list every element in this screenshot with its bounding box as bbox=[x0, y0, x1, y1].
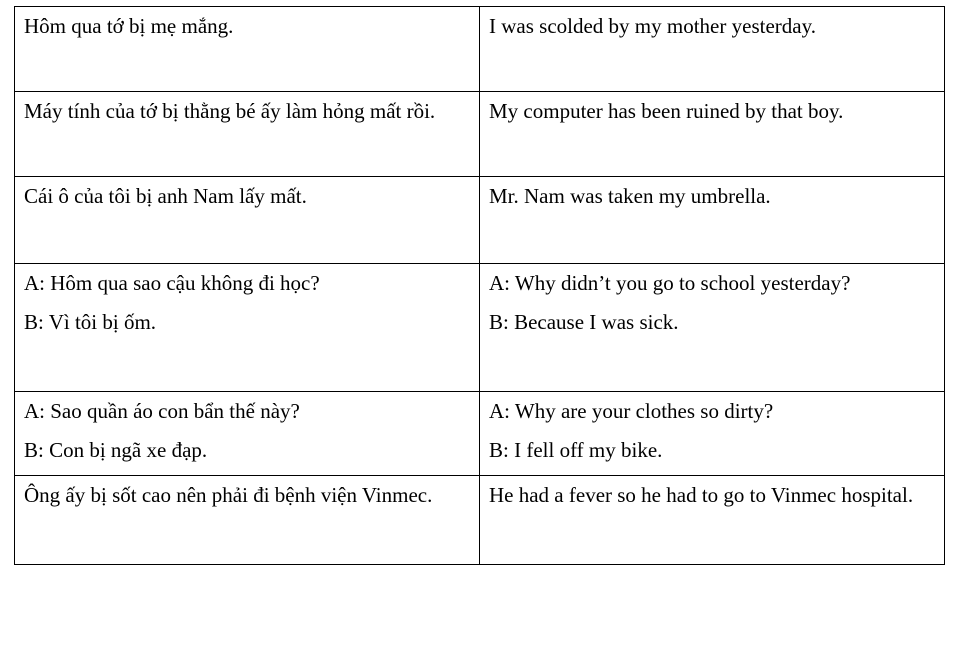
vietnamese-cell bbox=[15, 476, 480, 565]
dialogue-line-a: A: Sao quần áo con bẩn thế này? bbox=[24, 399, 300, 423]
dialogue-line-a: A: Why are your clothes so dirty? bbox=[489, 399, 774, 423]
english-cell bbox=[480, 264, 945, 392]
table-row bbox=[15, 392, 945, 476]
vietnamese-sentence: Máy tính của tớ bị thằng bé ấy làm hỏng mất rồi. bbox=[24, 99, 436, 123]
table-row bbox=[15, 92, 945, 177]
english-cell bbox=[480, 7, 945, 92]
vietnamese-sentence: Cái ô của tôi bị anh Nam lấy mất. bbox=[24, 184, 307, 208]
dialogue-line-b: B: Vì tôi bị ốm. bbox=[24, 310, 157, 334]
english-sentence: He had a fever so he had to go to Vinmec hospital. bbox=[489, 483, 914, 507]
table-row bbox=[15, 476, 945, 565]
vietnamese-sentence: Hôm qua tớ bị mẹ mắng. bbox=[24, 14, 234, 38]
dialogue-line-a: A: Why didn’t you go to school yesterday? bbox=[489, 271, 851, 295]
vietnamese-cell bbox=[15, 177, 480, 264]
english-cell bbox=[480, 476, 945, 565]
vietnamese-cell bbox=[15, 7, 480, 92]
vietnamese-cell bbox=[15, 264, 480, 392]
english-sentence: My computer has been ruined by that boy. bbox=[489, 99, 844, 123]
english-cell bbox=[480, 177, 945, 264]
dialogue-line-a: A: Hôm qua sao cậu không đi học? bbox=[24, 271, 320, 295]
english-cell bbox=[480, 392, 945, 476]
dialogue-line-b: B: Con bị ngã xe đạp. bbox=[24, 438, 208, 462]
table-row bbox=[15, 264, 945, 392]
vietnamese-cell bbox=[15, 392, 480, 476]
translation-table bbox=[14, 6, 945, 565]
english-sentence: Mr. Nam was taken my umbrella. bbox=[489, 184, 771, 208]
dialogue-line-b: B: I fell off my bike. bbox=[489, 438, 663, 462]
english-sentence: I was scolded by my mother yesterday. bbox=[489, 14, 816, 38]
vietnamese-cell bbox=[15, 92, 480, 177]
table-row bbox=[15, 177, 945, 264]
dialogue-line-b: B: Because I was sick. bbox=[489, 310, 679, 334]
english-cell bbox=[480, 92, 945, 177]
table-row bbox=[15, 7, 945, 92]
vietnamese-sentence: Ông ấy bị sốt cao nên phải đi bệnh viện Vinmec. bbox=[24, 483, 433, 507]
